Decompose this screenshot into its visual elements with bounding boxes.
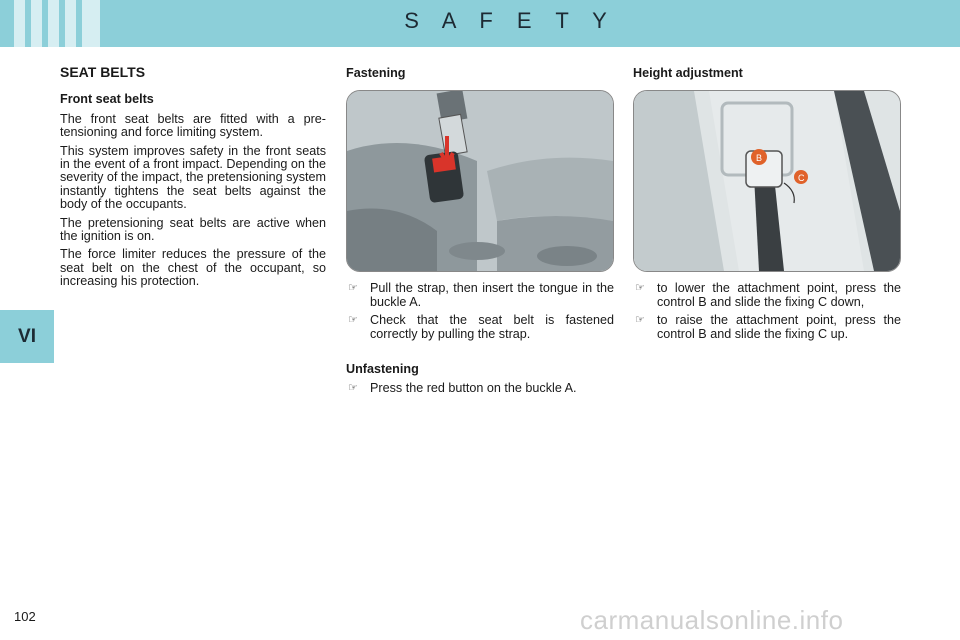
header-stripes: [14, 0, 100, 47]
pointing-hand-icon: ☞: [348, 314, 358, 327]
fastening-heading: Fastening: [346, 66, 406, 80]
list-item: ☞ Check that the seat belt is fastened correctly by pulling the strap.: [348, 313, 614, 341]
column-seat-belts: [60, 66, 326, 294]
unfastening-steps: [346, 382, 614, 395]
list-item: ☞ to raise the attachment point, press the control B and slide the fixing C up.: [635, 313, 901, 341]
pointing-hand-icon: ☞: [348, 282, 358, 295]
section-title: SEAT BELTS: [60, 64, 146, 80]
watermark: carmanualsonline.info: [580, 605, 844, 635]
pointing-hand-icon: ☞: [348, 382, 358, 395]
unfastening-heading: Unfastening: [346, 362, 419, 377]
pointing-hand-icon: ☞: [635, 314, 645, 327]
page-number: 102: [14, 609, 36, 624]
paragraph: The pretensioning seat belts are active when the ignition is on.: [60, 215, 326, 244]
marker-label-b: B: [756, 153, 763, 164]
subsection-title: Front seat belts: [60, 92, 154, 107]
height-adjustment-photo: [633, 90, 901, 272]
pillar-illustration: [634, 91, 900, 271]
column-height-adjustment: [633, 67, 901, 346]
list-item: ☞ Pull the strap, then insert the tongue in the buckle A.: [348, 281, 614, 309]
list-item: ☞ to lower the attachment point, press the control B and slide the fixing C down,: [635, 281, 901, 309]
height-adjustment-steps: [633, 282, 901, 341]
fastening-photo: [346, 90, 614, 272]
buckle-illustration: [347, 91, 613, 271]
header-band: [0, 0, 960, 47]
column-fastening: [346, 67, 614, 401]
list-item: ☞ Press the red button on the buckle A.: [348, 381, 577, 396]
chapter-title: S A F E T Y: [404, 8, 616, 33]
chapter-tab: VI: [0, 310, 54, 363]
paragraph: The force limiter reduces the pressure of the seat belt on the chest of the occupant, so increasing his protection.: [60, 247, 326, 289]
fastening-steps: [346, 282, 614, 341]
pointing-hand-icon: ☞: [635, 282, 645, 295]
paragraph: The front seat belts are fitted with a pre-tensioning and force limiting system.: [60, 111, 326, 140]
height-adjustment-heading: Height adjustment: [633, 66, 743, 80]
marker-label-c: C: [798, 173, 805, 184]
paragraph: This system improves safety in the front seats in the event of a front impact. Depending on the severity of the impact, the pretensioning system instantly tightens the seat belts against the body of the occupants.: [60, 143, 326, 212]
